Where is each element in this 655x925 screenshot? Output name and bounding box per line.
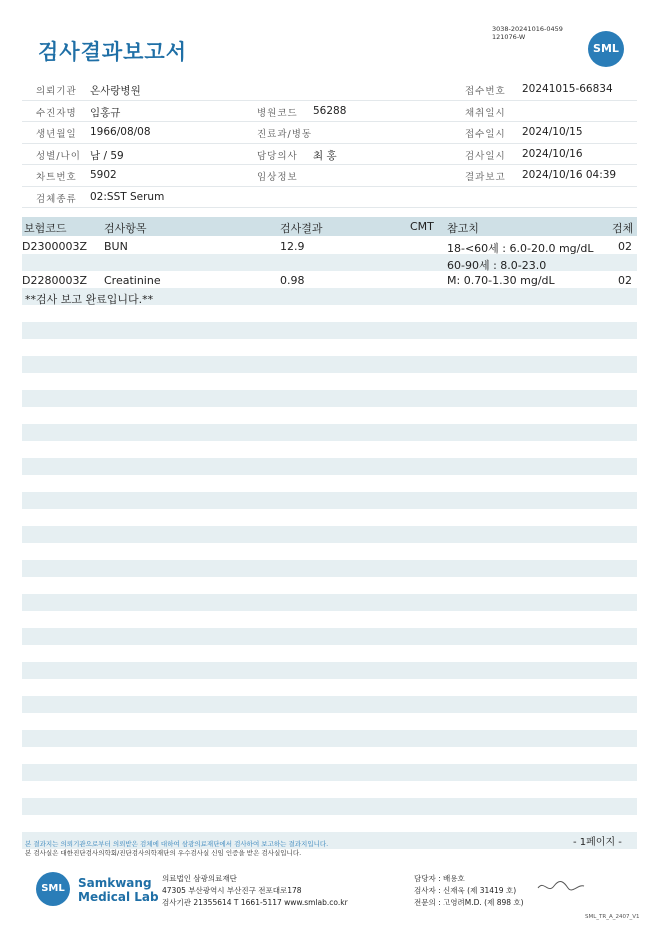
info-label: 담당의사: [257, 150, 298, 162]
info-label: 임상정보: [257, 172, 298, 183]
address-line: 47305 부산광역시 부산진구 전포대로178: [162, 886, 302, 895]
report-complete-note: **검사 보고 완료입니다.**: [25, 293, 154, 306]
cell-result: 0.98: [280, 274, 305, 287]
info-row: [22, 165, 637, 187]
footer-note-2: 본 검사실은 대한진단검사의학회/진단검사의학재단의 우수검사실 신임 인증을 받은 검사실입니다.: [25, 849, 302, 857]
cell-ref: 18-<60세 : 6.0-20.0 mg/dL: [447, 242, 594, 255]
table-row: [22, 271, 637, 288]
info-label: 접수일시: [465, 129, 506, 140]
signatories: [414, 873, 524, 909]
info-row: [22, 187, 637, 209]
row-stripe: [22, 322, 637, 339]
address-line: 의료법인 삼광의료재단: [162, 874, 237, 883]
page-number: - 1페이지 -: [573, 837, 622, 848]
row-stripe: [22, 764, 637, 781]
sml-footer-logo-icon: SML: [36, 872, 70, 906]
info-value: 남 / 59: [90, 149, 124, 162]
sml-logo-icon: SML: [588, 31, 624, 67]
row-stripe: [22, 662, 637, 679]
cell-specimen: 02: [618, 274, 632, 287]
cell-item: BUN: [104, 240, 128, 253]
info-label: 수진자명: [36, 107, 77, 119]
info-label: 결과보고: [465, 172, 506, 183]
info-label: 접수번호: [465, 86, 506, 97]
report-code-line1: 3038-20241016-0459: [492, 25, 563, 33]
cell-result: 12.9: [280, 240, 305, 253]
info-row: [22, 144, 637, 166]
info-label: 차트번호: [36, 172, 77, 183]
cell-specimen: 02: [618, 240, 632, 253]
info-label: 병원코드: [257, 107, 298, 119]
patient-info: [22, 79, 637, 208]
row-stripe: [22, 798, 637, 815]
info-value: 2024/10/16 04:39: [522, 169, 617, 181]
row-stripe: [22, 390, 637, 407]
info-label: 진료과/병동: [257, 129, 313, 140]
info-label: 검사일시: [465, 150, 506, 162]
info-label: 검체종류: [36, 193, 77, 205]
info-row: [22, 79, 637, 101]
handwritten-signature: [536, 876, 586, 896]
page-title: 검사결과보고서: [38, 40, 188, 64]
info-label: 채취일시: [465, 107, 506, 119]
table-row: [22, 288, 637, 305]
cell-code: D2300003Z: [22, 240, 87, 253]
row-stripe: [22, 594, 637, 611]
results-table-header: [22, 217, 637, 236]
signatory-line: 검사자 : 신재욱 (제 31419 호): [414, 886, 517, 895]
row-stripe: [22, 356, 637, 373]
info-value: 최 홍: [313, 149, 337, 162]
brand-line1: Samkwang: [78, 876, 152, 890]
col-specimen: 검체: [612, 222, 634, 235]
row-stripe: [22, 492, 637, 509]
row-stripe: [22, 526, 637, 543]
info-value: 56288: [313, 104, 347, 117]
report-code-line2: 121076-W: [492, 33, 526, 41]
info-row: [22, 101, 637, 123]
info-label: 생년월일: [36, 129, 77, 140]
cell-item: Creatinine: [104, 274, 161, 287]
col-code: 보험코드: [24, 222, 67, 235]
info-value: 온사랑병원: [90, 85, 141, 97]
info-value: 20241015-66834: [522, 83, 613, 95]
cell-ref: 60-90세 : 8.0-23.0: [447, 259, 547, 272]
footer-note-1: 본 결과지는 의뢰기관으로부터 의뢰받은 검체에 대하여 삼광의료재단에서 검사하여 보고하는 결과지입니다.: [25, 840, 329, 848]
table-row: [22, 237, 637, 254]
report-code: [492, 25, 563, 41]
row-stripe: [22, 730, 637, 747]
cell-ref: M: 0.70-1.30 mg/dL: [447, 274, 555, 287]
row-stripe: [22, 696, 637, 713]
info-value: 5902: [90, 169, 117, 181]
row-stripe: [22, 560, 637, 577]
col-item: 검사항목: [104, 222, 147, 235]
signatory-line: 전문의 : 고영려M.D. (제 898 호): [414, 898, 524, 907]
footer-notes: [25, 840, 328, 858]
info-label: 의뢰기관: [36, 86, 77, 97]
info-value: 2024/10/15: [522, 126, 583, 138]
col-result: 검사결과: [280, 222, 323, 235]
row-stripe: [22, 628, 637, 645]
info-value: 임홍규: [90, 106, 121, 119]
info-value: 2024/10/16: [522, 147, 583, 160]
row-stripe: [22, 424, 637, 441]
address-line: 검사기관 21355614 T 1661-5117 www.smlab.co.kr: [162, 898, 348, 907]
lab-brand: [78, 876, 159, 904]
signatory-line: 담당자 : 배용호: [414, 874, 465, 883]
brand-line2: Medical Lab: [78, 890, 159, 904]
cell-code: D2280003Z: [22, 274, 87, 287]
form-version: SML_TR_A_2407_V1: [585, 914, 640, 920]
col-cmt: CMT: [410, 220, 434, 233]
col-ref: 참고치: [447, 222, 479, 235]
info-label: 성별/나이: [36, 150, 81, 162]
info-value: 02:SST Serum: [90, 190, 165, 203]
info-row: [22, 122, 637, 144]
info-value: 1966/08/08: [90, 126, 151, 138]
row-stripe: [22, 458, 637, 475]
table-row: [22, 254, 637, 271]
lab-address: [162, 873, 348, 909]
